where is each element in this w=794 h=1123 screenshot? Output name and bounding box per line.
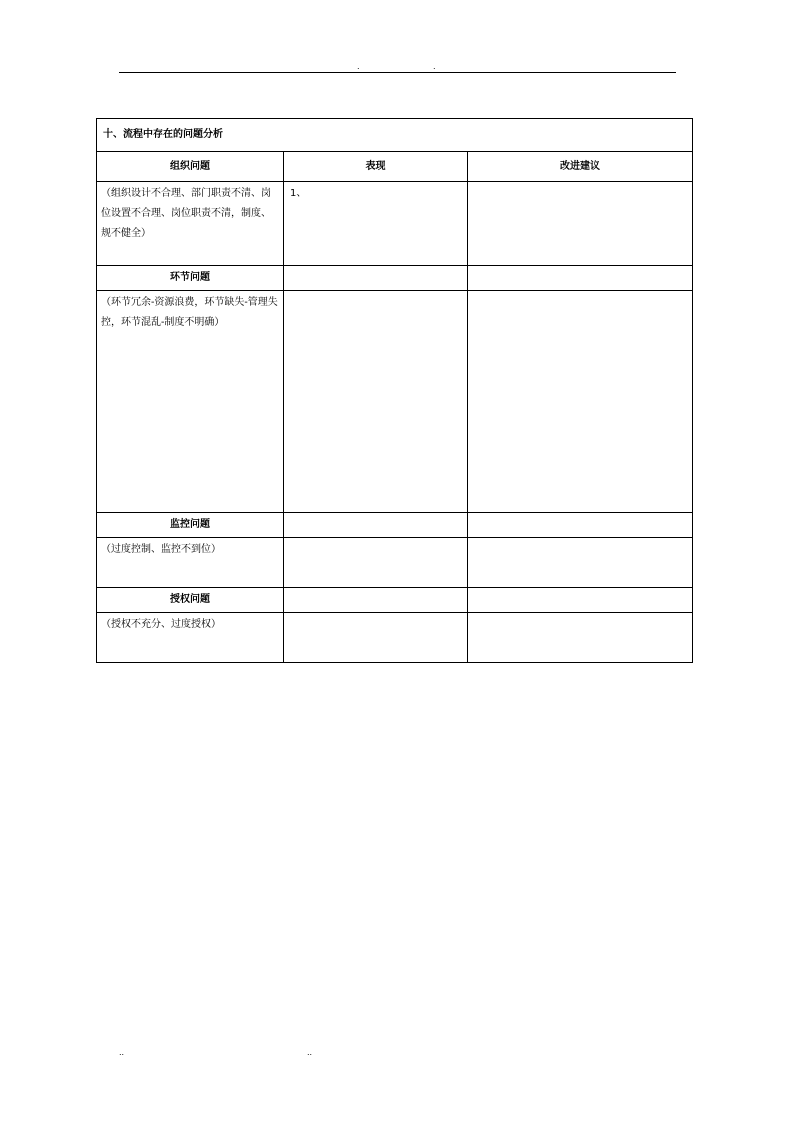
process-problem-description: （环节冗余-资源浪费，环节缺失-管理失控，环节混乱-制度不明确）: [97, 291, 284, 513]
authorization-problem-description: （授权不充分、过度授权）: [97, 613, 284, 663]
process-problem-row: [97, 291, 693, 513]
header-mark: .: [433, 62, 436, 71]
authorization-problem-suggestion[interactable]: [468, 613, 693, 663]
problem-analysis-table: [96, 118, 693, 663]
monitor-problem-row: [97, 538, 693, 588]
process-problem-suggestion[interactable]: [468, 291, 693, 513]
process-problem-header-row: [97, 266, 693, 291]
org-problem-performance[interactable]: 1、: [284, 182, 468, 266]
process-problem-title: 环节问题: [97, 266, 284, 291]
monitor-problem-header-performance[interactable]: [284, 513, 468, 538]
monitor-problem-title: 监控问题: [97, 513, 284, 538]
column-header-suggestion: 改进建议: [468, 152, 693, 182]
org-problem-description: （组织设计不合理、部门职责不清、岗位设置不合理、岗位职责不清，制度、规不健全）: [97, 182, 284, 266]
authorization-problem-header-row: [97, 588, 693, 613]
title-row: [97, 119, 693, 152]
monitor-problem-performance[interactable]: [284, 538, 468, 588]
authorization-problem-header-performance[interactable]: [284, 588, 468, 613]
header-mark: .: [357, 62, 360, 71]
column-header-performance: 表现: [284, 152, 468, 182]
authorization-problem-row: [97, 613, 693, 663]
monitor-problem-suggestion[interactable]: [468, 538, 693, 588]
section-title: 十、流程中存在的问题分析: [97, 119, 693, 152]
process-problem-header-suggestion[interactable]: [468, 266, 693, 291]
authorization-problem-title: 授权问题: [97, 588, 284, 613]
header-rule: [119, 72, 676, 73]
monitor-problem-description: （过度控制、监控不到位）: [97, 538, 284, 588]
column-header-organization: 组织问题: [97, 152, 284, 182]
column-header-row: [97, 152, 693, 182]
footer-mark: ..: [119, 1048, 125, 1057]
authorization-problem-performance[interactable]: [284, 613, 468, 663]
process-problem-performance[interactable]: [284, 291, 468, 513]
footer-mark: ..: [307, 1048, 313, 1057]
monitor-problem-header-suggestion[interactable]: [468, 513, 693, 538]
authorization-problem-header-suggestion[interactable]: [468, 588, 693, 613]
org-problem-row: [97, 182, 693, 266]
org-problem-suggestion[interactable]: [468, 182, 693, 266]
monitor-problem-header-row: [97, 513, 693, 538]
process-problem-header-performance[interactable]: [284, 266, 468, 291]
